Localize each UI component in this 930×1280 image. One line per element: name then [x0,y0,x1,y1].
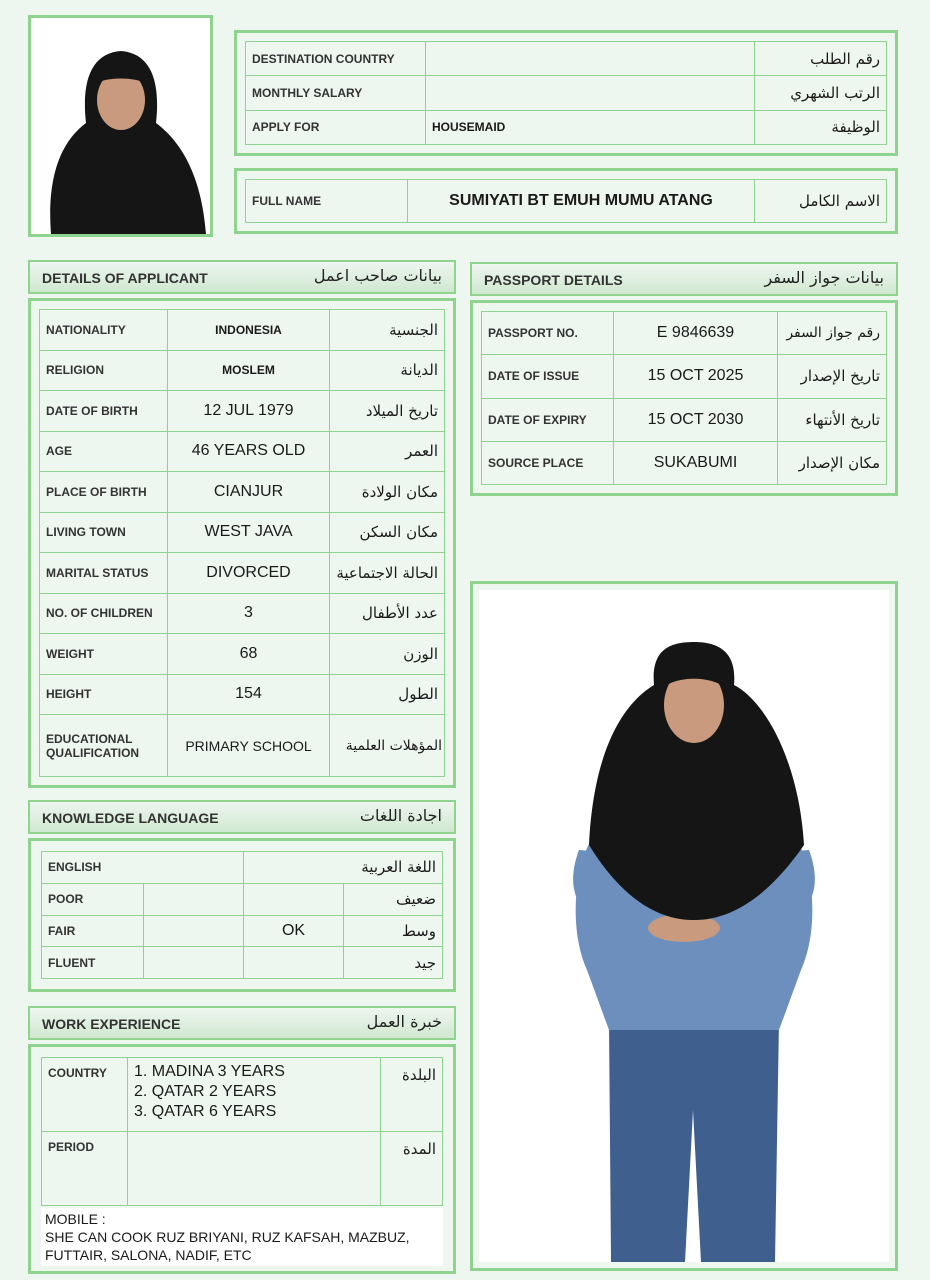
table-row [482,441,887,484]
dob-label: DATE OF BIRTH [40,391,168,432]
language-header-arabic: اجادة اللغات [359,806,442,825]
religion-arabic: الديانة [330,350,445,391]
children-label: NO. OF CHILDREN [40,593,168,634]
apply-for-arabic: الوظيفة [755,110,887,144]
table-row [42,1058,443,1132]
weight-value: 68 [168,634,330,675]
table-row [40,310,445,351]
work-table [28,1044,456,1274]
nationality-value: INDONESIA [168,310,330,351]
table-row [42,883,443,915]
fluent-english-level [144,947,244,979]
full-body-image [479,590,889,1262]
table-row [42,947,443,979]
table-row [40,472,445,513]
age-arabic: العمر [330,431,445,472]
source-place-value: SUKABUMI [614,441,778,484]
top-info-table [234,30,898,156]
marital-status-value: DIVORCED [168,553,330,594]
language-table [28,838,456,992]
country-list [128,1058,381,1132]
applicant-header [28,260,456,294]
full-name-label: FULL NAME [246,180,408,223]
monthly-salary-arabic: الرتب الشهري [755,76,887,110]
expiry-date-value: 15 OCT 2030 [614,398,778,441]
living-town-value: WEST JAVA [168,512,330,553]
destination-country-value [426,42,755,76]
language-header [28,800,456,834]
source-place-arabic: مكان الإصدار [778,441,887,484]
source-place-label: SOURCE PLACE [482,441,614,484]
fluent-arabic-level [244,947,344,979]
country-label: COUNTRY [42,1058,128,1132]
expiry-date-label: DATE OF EXPIRY [482,398,614,441]
destination-country-label: DESTINATION COUNTRY [246,42,426,76]
children-arabic: عدد الأطفال [330,593,445,634]
age-label: AGE [40,431,168,472]
nationality-label: NATIONALITY [40,310,168,351]
marital-status-label: MARITAL STATUS [40,553,168,594]
poor-arabic-level [244,883,344,915]
passport-no-arabic: رقم جواز السفر [778,312,887,355]
dob-arabic: تاريخ الميلاد [330,391,445,432]
table-row [246,110,887,144]
table-row [40,350,445,391]
table-row [40,553,445,594]
arabic-column-label: اللغة العربية [244,852,443,884]
table-row [246,76,887,110]
poor-label: POOR [42,883,144,915]
living-town-arabic: مكان السكن [330,512,445,553]
table-row [40,512,445,553]
full-name-value: SUMIYATI BT EMUH MUMU ATANG [408,180,755,223]
table-row [40,431,445,472]
marital-status-arabic: الحالة الاجتماعية [330,553,445,594]
dob-value: 12 JUL 1979 [168,391,330,432]
nationality-arabic: الجنسية [330,310,445,351]
period-label: PERIOD [42,1132,128,1206]
list-item: 2. QATAR 2 YEARS [134,1083,277,1100]
children-value: 3 [168,593,330,634]
education-value: PRIMARY SCHOOL [168,715,330,777]
full-name-table [234,168,898,234]
age-value: 46 YEARS OLD [168,431,330,472]
religion-value: MOSLEM [168,350,330,391]
table-row [246,42,887,76]
table-row [40,593,445,634]
cooking-notes: SHE CAN COOK RUZ BRIYANI, RUZ KAFSAH, MAZBUZ, FUTTAIR, SALONA, NADIF, ETC [45,1229,410,1263]
place-of-birth-arabic: مكان الولادة [330,472,445,513]
work-header [28,1006,456,1040]
country-arabic: البلدة [381,1058,443,1132]
fair-label: FAIR [42,915,144,947]
language-header-title: KNOWLEDGE LANGUAGE [42,810,219,826]
applicant-header-arabic: بيانات صاحب اعمل [313,266,442,285]
weight-arabic: الوزن [330,634,445,675]
passport-header [470,262,898,296]
applicant-header-title: DETAILS OF APPLICANT [42,270,208,286]
expiry-date-arabic: تاريخ الأنتهاء [778,398,887,441]
passport-table [470,300,898,496]
monthly-salary-value [426,76,755,110]
period-arabic: المدة [381,1132,443,1206]
mobile-label: MOBILE : [45,1211,106,1227]
fair-english-level [144,915,244,947]
education-arabic: المؤهلات العلمية [330,715,445,777]
passport-no-label: PASSPORT NO. [482,312,614,355]
table-row [40,715,445,777]
list-item: 1. MADINA 3 YEARS [134,1063,285,1080]
issue-date-arabic: تاريخ الإصدار [778,355,887,398]
table-row [482,398,887,441]
portrait-photo [28,15,213,237]
place-of-birth-label: PLACE OF BIRTH [40,472,168,513]
table-row [246,180,887,223]
apply-for-label: APPLY FOR [246,110,426,144]
weight-label: WEIGHT [40,634,168,675]
table-row [40,634,445,675]
table-row [482,355,887,398]
height-arabic: الطول [330,674,445,715]
fair-arabic-level: OK [244,915,344,947]
education-label: EDUCATIONAL QUALIFICATION [40,715,168,777]
table-row [42,915,443,947]
destination-country-arabic: رقم الطلب [755,42,887,76]
passport-no-value: E 9846639 [614,312,778,355]
work-header-title: WORK EXPERIENCE [42,1016,181,1032]
fair-arabic: وسط [344,915,443,947]
passport-header-title: PASSPORT DETAILS [484,272,623,288]
table-row [482,312,887,355]
issue-date-value: 15 OCT 2025 [614,355,778,398]
table-row [40,674,445,715]
passport-header-arabic: بيانات جواز السفر [764,268,884,287]
table-row [42,852,443,884]
apply-for-value: HOUSEMAID [426,110,755,144]
table-row [42,1132,443,1206]
table-row [40,391,445,432]
height-label: HEIGHT [40,674,168,715]
monthly-salary-label: MONTHLY SALARY [246,76,426,110]
work-header-arabic: خبرة العمل [366,1012,442,1031]
applicant-table [28,298,456,788]
place-of-birth-value: CIANJUR [168,472,330,513]
full-body-photo [479,590,889,1262]
notes-box [41,1208,443,1266]
poor-arabic: ضعيف [344,883,443,915]
fluent-arabic: جيد [344,947,443,979]
portrait-image [31,18,210,234]
fluent-label: FLUENT [42,947,144,979]
list-item: 3. QATAR 6 YEARS [134,1103,277,1120]
full-body-photo-frame [470,581,898,1271]
living-town-label: LIVING TOWN [40,512,168,553]
issue-date-label: DATE OF ISSUE [482,355,614,398]
full-name-arabic: الاسم الكامل [755,180,887,223]
religion-label: RELIGION [40,350,168,391]
period-value [128,1132,381,1206]
poor-english-level [144,883,244,915]
english-column-label: ENGLISH [42,852,244,884]
height-value: 154 [168,674,330,715]
